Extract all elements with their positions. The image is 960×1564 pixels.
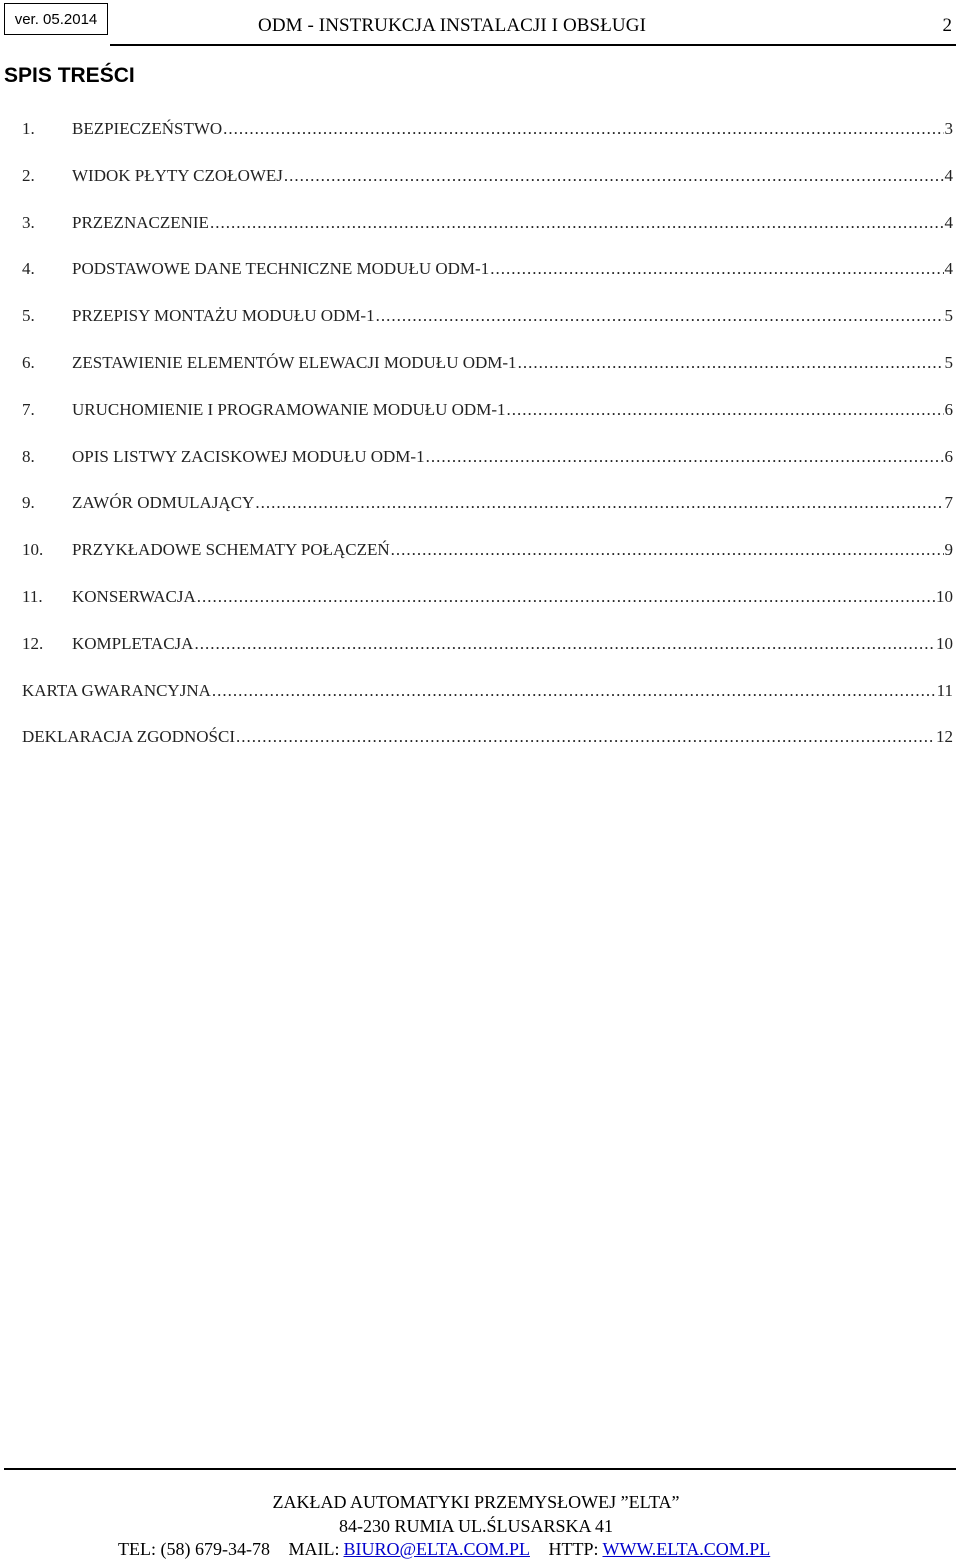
toc-entry-page: 6 (944, 399, 953, 419)
toc-leader (194, 631, 935, 657)
footer-mail-link[interactable]: BIURO@ELTA.COM.PL (343, 1539, 530, 1559)
toc-entry-number: 6. (22, 352, 35, 372)
toc-entry-title: OPIS LISTWY ZACISKOWEJ MODUŁU ODM-1 (72, 446, 425, 466)
toc-entry-page: 7 (944, 493, 953, 513)
toc-entry[interactable] (22, 584, 953, 631)
toc-entry-number: 7. (22, 399, 35, 419)
document-title: ODM - INSTRUKCJA INSTALACJI I OBSŁUGI (258, 15, 646, 36)
toc-entry-number: 5. (22, 306, 35, 326)
toc-entry[interactable] (22, 678, 953, 725)
toc-leader (212, 678, 936, 704)
toc-entry-title: KONSERWACJA (72, 586, 196, 606)
toc-entry-number: 4. (22, 259, 35, 279)
toc-entry[interactable] (22, 303, 953, 350)
toc-leader (376, 303, 944, 329)
toc-entry-page: 12 (936, 727, 953, 747)
toc-leader (490, 256, 943, 282)
toc-leader (236, 724, 935, 750)
toc-entry-page: 10 (936, 633, 953, 653)
toc-leader (518, 350, 944, 376)
toc-leader (391, 537, 944, 563)
footer-contact (118, 1539, 770, 1560)
header-divider (110, 44, 956, 46)
toc-entry[interactable] (22, 724, 953, 771)
toc-entry[interactable] (22, 163, 953, 210)
toc-entry-number: 1. (22, 119, 35, 138)
footer-tel: TEL: (58) 679-34-78 (118, 1539, 270, 1559)
toc-entry[interactable] (22, 444, 953, 491)
toc-entry-title: WIDOK PŁYTY CZOŁOWEJ (72, 165, 283, 185)
toc-leader (284, 163, 944, 189)
toc-entry[interactable] (22, 631, 953, 678)
toc-entry-title: BEZPIECZEŃSTWO (72, 119, 223, 138)
toc-entry-title: PRZEZNACZENIE (72, 212, 209, 232)
toc-entry[interactable] (22, 350, 953, 397)
toc-entry-title: URUCHOMIENIE I PROGRAMOWANIE MODUŁU ODM-1 (72, 399, 506, 419)
toc-leader (197, 584, 935, 610)
toc-entry-title: KOMPLETACJA (72, 633, 194, 653)
toc-entry-page: 10 (936, 586, 953, 606)
toc-entry-page: 5 (944, 352, 953, 372)
footer-mail-label: MAIL: (288, 1539, 340, 1559)
toc-heading: SPIS TREŚCI (4, 64, 135, 87)
footer-divider (4, 1468, 956, 1470)
toc-leader (223, 116, 943, 142)
toc-entry-page: 4 (944, 259, 953, 279)
version-label: ver. 05.2014 (4, 3, 108, 35)
toc-entry-page: 3 (944, 119, 953, 138)
toc-entry[interactable] (22, 490, 953, 537)
toc-entry[interactable] (22, 210, 953, 257)
page-number: 2 (942, 15, 952, 36)
toc-entry-title: ZAWÓR ODMULAJĄCY (72, 493, 255, 513)
toc-entry-page: 5 (944, 306, 953, 326)
footer-company: ZAKŁAD AUTOMATYKI PRZEMYSŁOWEJ ”ELTA” (272, 1492, 680, 1512)
toc-entry[interactable] (22, 116, 953, 163)
toc-entry-page: 6 (944, 446, 953, 466)
toc-entry-page: 11 (936, 680, 953, 700)
toc-leader (210, 210, 944, 236)
toc-entry-page: 4 (944, 165, 953, 185)
table-of-contents (22, 116, 953, 771)
toc-entry-title: PRZEPISY MONTAŻU MODUŁU ODM-1 (72, 306, 375, 326)
toc-entry-number: 12. (22, 633, 44, 653)
toc-entry-title: PODSTAWOWE DANE TECHNICZNE MODUŁU ODM-1 (72, 259, 490, 279)
toc-entry-page: 4 (944, 212, 953, 232)
footer-http-label: HTTP: (548, 1539, 599, 1559)
toc-entry-title: DEKLARACJA ZGODNOŚCI (22, 727, 235, 747)
toc-leader (506, 397, 943, 423)
toc-entry-page: 9 (944, 540, 953, 560)
toc-entry[interactable] (22, 397, 953, 444)
toc-entry-title: KARTA GWARANCYJNA (22, 680, 211, 700)
toc-entry-number: 10. (22, 540, 44, 560)
toc-entry-number: 9. (22, 493, 35, 513)
toc-entry-number: 11. (22, 586, 43, 606)
toc-entry-number: 3. (22, 212, 35, 232)
toc-leader (255, 490, 943, 516)
footer-http-link[interactable]: WWW.ELTA.COM.PL (602, 1539, 771, 1559)
toc-leader (426, 444, 944, 470)
footer-address: 84-230 RUMIA UL.ŚLUSARSKA 41 (338, 1516, 614, 1536)
toc-entry-number: 2. (22, 165, 35, 185)
toc-entry-title: ZESTAWIENIE ELEMENTÓW ELEWACJI MODUŁU ODM-1 (72, 352, 517, 372)
toc-entry[interactable] (22, 256, 953, 303)
toc-entry-title: PRZYKŁADOWE SCHEMATY POŁĄCZEŃ (72, 540, 390, 560)
toc-entry[interactable] (22, 537, 953, 584)
toc-entry-number: 8. (22, 446, 35, 466)
